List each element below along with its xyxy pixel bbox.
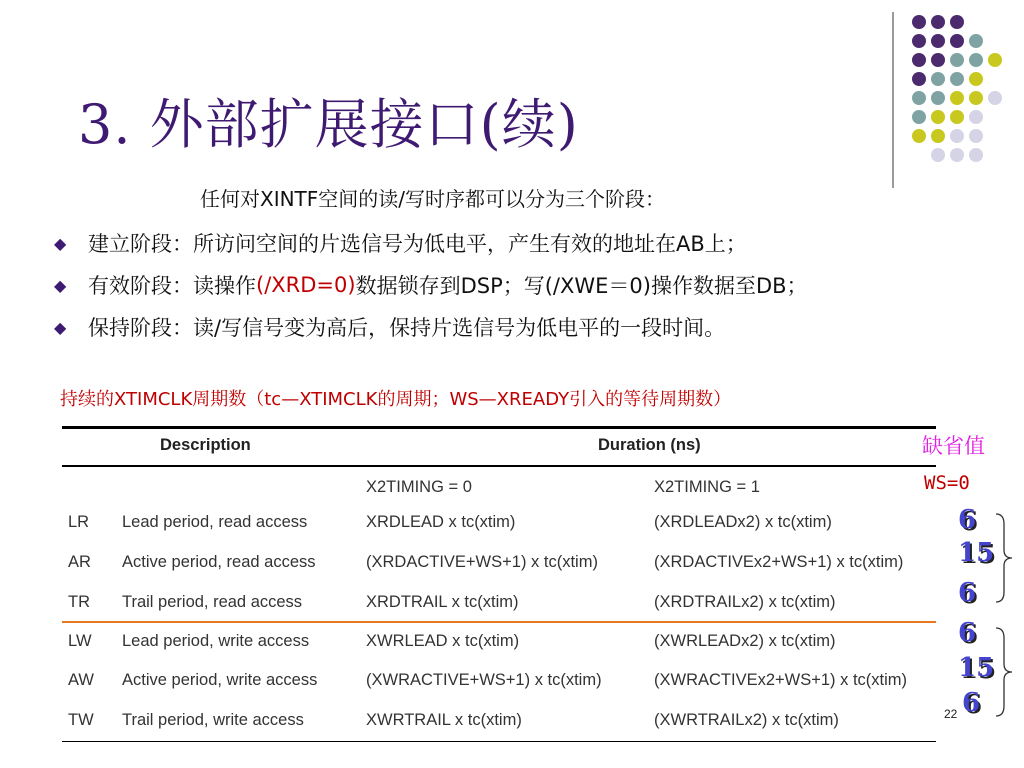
row-description: Trail period, write access <box>122 711 304 729</box>
row-duration-x2timing-0: XWRLEAD x tc(xtim) <box>366 632 520 650</box>
write-group-brace <box>994 626 1014 718</box>
table-top-rule <box>62 426 936 429</box>
decorative-dot <box>912 53 926 67</box>
decorative-dot <box>931 53 945 67</box>
decorative-dot <box>931 91 945 105</box>
table-bottom-rule <box>62 741 936 742</box>
row-duration-x2timing-0: (XRDACTIVE+WS+1) x tc(xtim) <box>366 553 598 571</box>
table-header-rule <box>62 465 936 467</box>
decorative-dot <box>969 148 983 162</box>
bullet-highlight: (/XRD=0) <box>256 273 356 297</box>
bullet-item <box>54 222 808 264</box>
row-description: Trail period, read access <box>122 593 303 611</box>
decorative-dot <box>931 72 945 86</box>
row-duration-x2timing-0: XRDTRAIL x tc(xtim) <box>366 593 519 611</box>
bullet-text-tail: 数据锁存到DSP；写(/XWE＝0)操作数据至DB； <box>355 274 808 298</box>
row-duration-x2timing-0: XRDLEAD x tc(xtim) <box>366 513 516 531</box>
decorative-dot <box>950 53 964 67</box>
bullet-list <box>54 222 808 348</box>
decorative-dot <box>931 15 945 29</box>
page-title: 3. 外部扩展接口(续) <box>78 93 579 156</box>
row-description: Lead period, write access <box>122 632 310 650</box>
decorative-dot <box>988 53 1002 67</box>
bullet-text: 建立阶段：所访问空间的片选信号为低电平，产生有效的地址在AB上； <box>88 232 747 256</box>
decorative-dot <box>931 148 945 162</box>
decorative-dot <box>912 110 926 124</box>
row-code: LW <box>68 632 92 650</box>
row-code: TW <box>68 711 94 729</box>
decorative-dot <box>969 91 983 105</box>
decorative-dot <box>950 129 964 143</box>
row-default-cycles: 6 <box>958 578 977 608</box>
row-duration-x2timing-1: (XWRACTIVEx2+WS+1) x tc(xtim) <box>654 671 908 689</box>
decorative-dot <box>969 129 983 143</box>
row-code: LR <box>68 513 90 531</box>
decorative-dot <box>931 129 945 143</box>
diamond-bullet-icon: ◆ <box>54 233 67 253</box>
default-value-label: 缺省值 <box>922 434 985 458</box>
row-description: Active period, read access <box>122 553 316 571</box>
row-default-cycles: 15 <box>958 538 995 568</box>
decorative-dot <box>912 91 926 105</box>
read-group-brace <box>994 512 1014 604</box>
decorative-dot <box>912 72 926 86</box>
decorative-dot <box>969 53 983 67</box>
row-default-cycles: 6 <box>962 688 981 718</box>
decorative-dot <box>950 110 964 124</box>
bullet-text: 保持阶段：读/写信号变为高后，保持片选信号为低电平的一段时间。 <box>88 316 726 340</box>
row-duration-x2timing-1: (XRDTRAILx2) x tc(xtim) <box>654 593 836 611</box>
diamond-bullet-icon: ◆ <box>54 317 67 337</box>
decorative-dot <box>969 34 983 48</box>
subheader-x2timing-0: X2TIMING = 0 <box>366 478 472 496</box>
table-group-separator <box>62 621 936 623</box>
header-duration: Duration (ns) <box>598 436 701 454</box>
decorative-dot <box>950 15 964 29</box>
header-description: Description <box>160 436 251 454</box>
row-duration-x2timing-0: (XWRACTIVE+WS+1) x tc(xtim) <box>366 671 602 689</box>
row-code: AW <box>68 671 94 689</box>
decorative-dot <box>912 15 926 29</box>
decorative-dot <box>912 129 926 143</box>
row-duration-x2timing-1: (XRDACTIVEx2+WS+1) x tc(xtim) <box>654 553 904 571</box>
decorative-dot <box>912 34 926 48</box>
row-duration-x2timing-0: XWRTRAIL x tc(xtim) <box>366 711 522 729</box>
decorative-dot <box>950 72 964 86</box>
row-duration-x2timing-1: (XWRLEADx2) x tc(xtim) <box>654 632 836 650</box>
bullet-item <box>54 264 808 306</box>
decorative-dot <box>931 34 945 48</box>
subheader-x2timing-1: X2TIMING = 1 <box>654 478 760 496</box>
decorative-dot <box>969 110 983 124</box>
row-description: Lead period, read access <box>122 513 308 531</box>
decorative-dot <box>950 91 964 105</box>
row-default-cycles: 6 <box>958 618 977 648</box>
page-number: 22 <box>944 707 958 721</box>
decorative-dot <box>988 91 1002 105</box>
row-code: AR <box>68 553 91 571</box>
bullet-item <box>54 306 808 348</box>
bullet-text: 有效阶段：读操作 <box>88 274 256 298</box>
intro-text: 任何对XINTF空间的读/写时序都可以分为三个阶段： <box>200 187 666 211</box>
row-default-cycles: 6 <box>958 505 977 535</box>
decorative-dot <box>931 110 945 124</box>
row-description: Active period, write access <box>122 671 318 689</box>
row-default-cycles: 15 <box>958 653 995 683</box>
diamond-bullet-icon: ◆ <box>54 275 67 295</box>
cycle-count-note: 持续的XTIMCLK周期数（tc—XTIMCLK的周期；WS—XREADY引入的等待周期数） <box>60 389 732 410</box>
ws-label: WS=0 <box>924 472 970 494</box>
decorative-dot <box>969 72 983 86</box>
row-code: TR <box>68 593 90 611</box>
row-duration-x2timing-1: (XRDLEADx2) x tc(xtim) <box>654 513 832 531</box>
decorative-dot <box>950 34 964 48</box>
decorative-divider-line <box>892 12 894 188</box>
decorative-dot <box>950 148 964 162</box>
row-duration-x2timing-1: (XWRTRAILx2) x tc(xtim) <box>654 711 839 729</box>
